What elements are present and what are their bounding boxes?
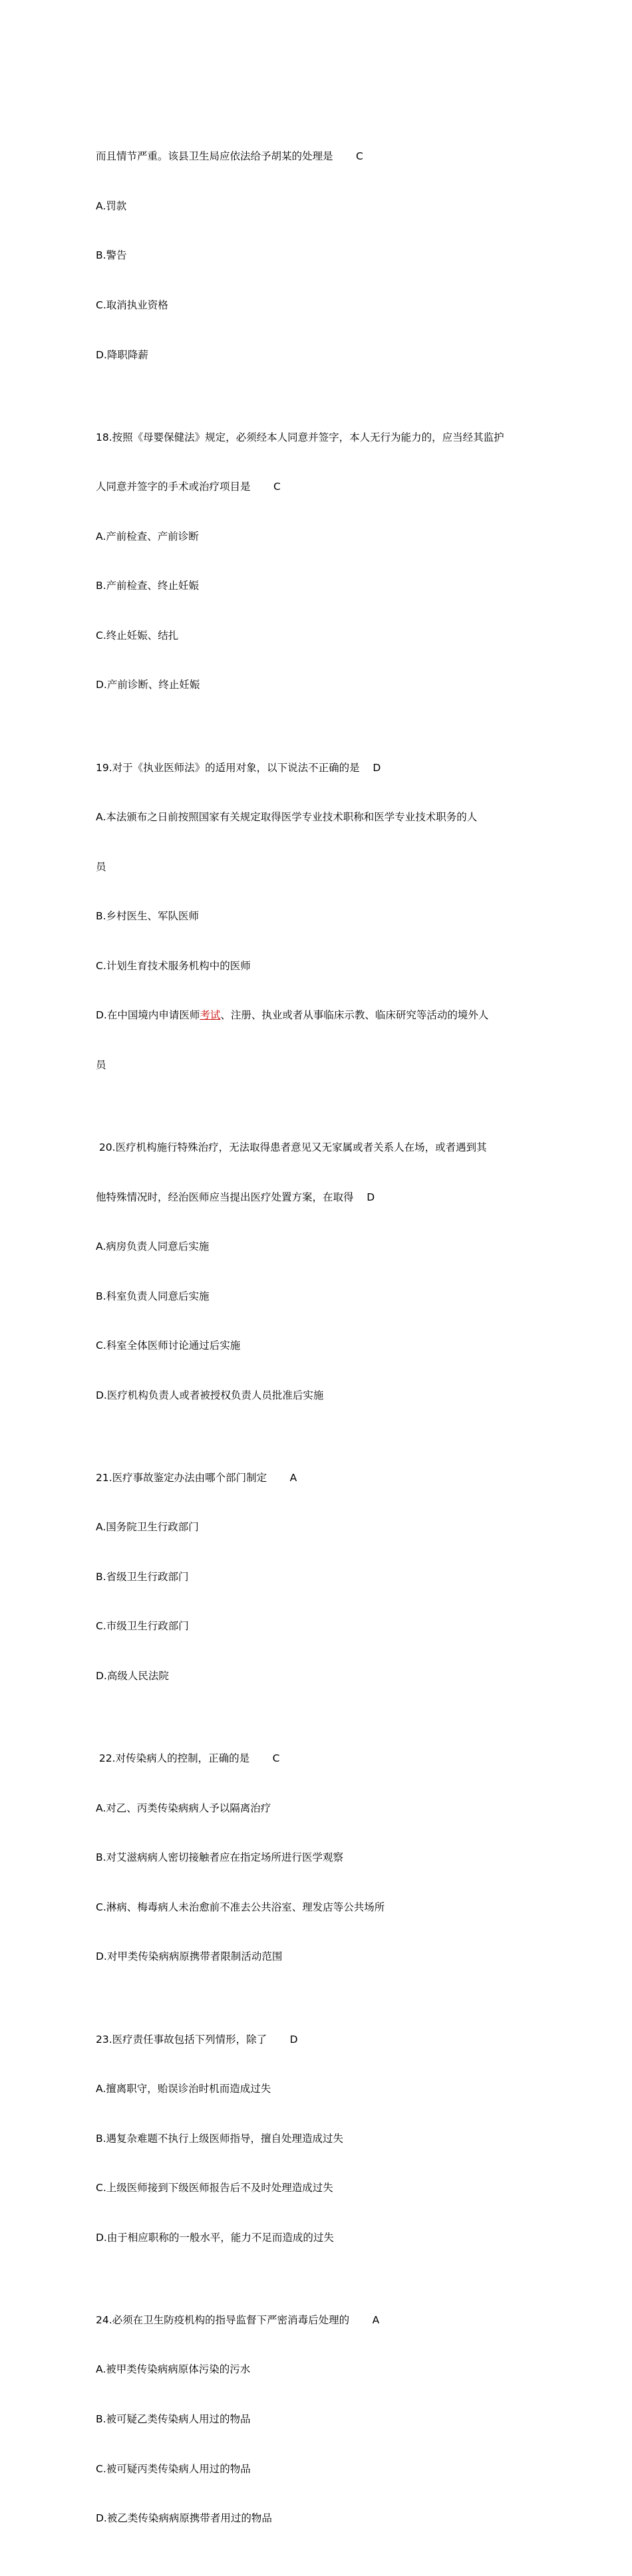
option-d: D.由于相应职称的一般水平，能力不足而造成的过失 xyxy=(96,2231,334,2244)
answer-letter: C xyxy=(272,1752,280,1765)
question-20-line1: 20.医疗机构施行特殊治疗，无法取得患者意见又无家属或者关系人在场，或者遇到其 xyxy=(96,1141,487,1153)
question-line: 而且情节严重。该县卫生局应依法给予胡某的处理是 C xyxy=(96,150,363,163)
option-b: B.被可疑乙类传染病人用过的物品 xyxy=(96,2412,251,2425)
option-d: D.在中国境内申请医师考试、注册、执业或者从事临床示教、临床研究等活动的境外人 xyxy=(96,1009,489,1022)
option-c: C.市级卫生行政部门 xyxy=(96,1620,189,1633)
option-d: D.对甲类传染病病原携带者限制活动范围 xyxy=(96,1950,283,1963)
answer-letter: D xyxy=(289,2033,298,2046)
option-b: B.乡村医生、军队医师 xyxy=(96,910,200,923)
option-c: C.计划生育技术服务机构中的医师 xyxy=(96,959,251,972)
answer-letter: D xyxy=(367,1191,375,1203)
question-21-line1: 21.医疗事故鉴定办法由哪个部门制定 A xyxy=(96,1471,297,1484)
question-23-line1: 23.医疗责任事故包括下列情形，除了 D xyxy=(96,2033,298,2046)
option-d: D.医疗机构负责人或者被授权负责人员批准后实施 xyxy=(96,1389,324,1401)
option-c: C.上级医师接到下级医师报告后不及时处理造成过失 xyxy=(96,2182,333,2194)
question-18-line1: 18.按照《母婴保健法》规定，必须经本人同意并签字，本人无行为能力的，应当经其监护 xyxy=(96,431,504,443)
option-d-cont: 员 xyxy=(96,1058,106,1071)
question-18-line2: 人同意并签字的手术或治疗项目是 C xyxy=(96,481,281,493)
option-c: C.被可疑丙类传染病人用过的物品 xyxy=(96,2462,251,2475)
question-24-line1: 24.必须在卫生防疫机构的指导监督下严密消毒后处理的 A xyxy=(96,2313,380,2326)
option-b: B.警告 xyxy=(96,249,127,262)
answer-letter: A xyxy=(289,1471,297,1484)
option-d: D.降职降薪 xyxy=(96,348,148,361)
option-c: C.淋病、梅毒病人未治愈前不准去公共浴室、理发店等公共场所 xyxy=(96,1901,385,1913)
answer-letter: C xyxy=(356,150,363,163)
option-a-cont: 员 xyxy=(96,860,106,873)
option-b: B.科室负责人同意后实施 xyxy=(96,1290,210,1302)
option-c: C.终止妊娠、结扎 xyxy=(96,629,179,642)
option-a: A.擅离职守，贻误诊治时机而造成过失 xyxy=(96,2083,271,2095)
option-a: A.病房负责人同意后实施 xyxy=(96,1240,210,1253)
option-a: A.被甲类传染病病原体污染的污水 xyxy=(96,2363,251,2376)
option-a: A.国务院卫生行政部门 xyxy=(96,1521,199,1534)
answer-letter: A xyxy=(372,2313,380,2326)
option-d: D.被乙类传染病病原携带者用过的物品 xyxy=(96,2512,272,2525)
option-a: A.本法颁布之日前按照国家有关规定取得医学专业技术职称和医学专业技术职务的人 xyxy=(96,811,478,824)
option-a: A.罚款 xyxy=(96,199,127,212)
question-22-line1: 22.对传染病人的控制，正确的是 C xyxy=(96,1752,280,1765)
answer-letter: C xyxy=(273,481,281,493)
option-a: A.产前检查、产前诊断 xyxy=(96,530,199,542)
option-d: D.产前诊断、终止妊娠 xyxy=(96,679,200,691)
option-c: C.科室全体医师讨论通过后实施 xyxy=(96,1340,241,1352)
option-b: B.对艾滋病病人密切接触者应在指定场所进行医学观察 xyxy=(96,1851,344,1864)
exam-link[interactable]: 考试 xyxy=(200,1009,221,1022)
question-text-block xyxy=(96,82,543,2576)
question-19-line1: 19.对于《执业医师法》的适用对象，以下说法不正确的是 D xyxy=(96,761,381,774)
option-b: B.产前检查、终止妊娠 xyxy=(96,580,200,592)
option-b: B.遇复杂难题不执行上级医师指导，擅自处理造成过失 xyxy=(96,2132,344,2145)
question-20-line2: 他特殊情况时，经治医师应当提出医疗处置方案，在取得 D xyxy=(96,1191,375,1203)
option-a: A.对乙、丙类传染病病人予以隔离治疗 xyxy=(96,1802,271,1814)
option-c: C.取消执业资格 xyxy=(96,298,168,311)
option-d: D.高级人民法院 xyxy=(96,1670,169,1682)
option-b: B.省级卫生行政部门 xyxy=(96,1570,189,1583)
answer-letter: D xyxy=(373,761,381,774)
